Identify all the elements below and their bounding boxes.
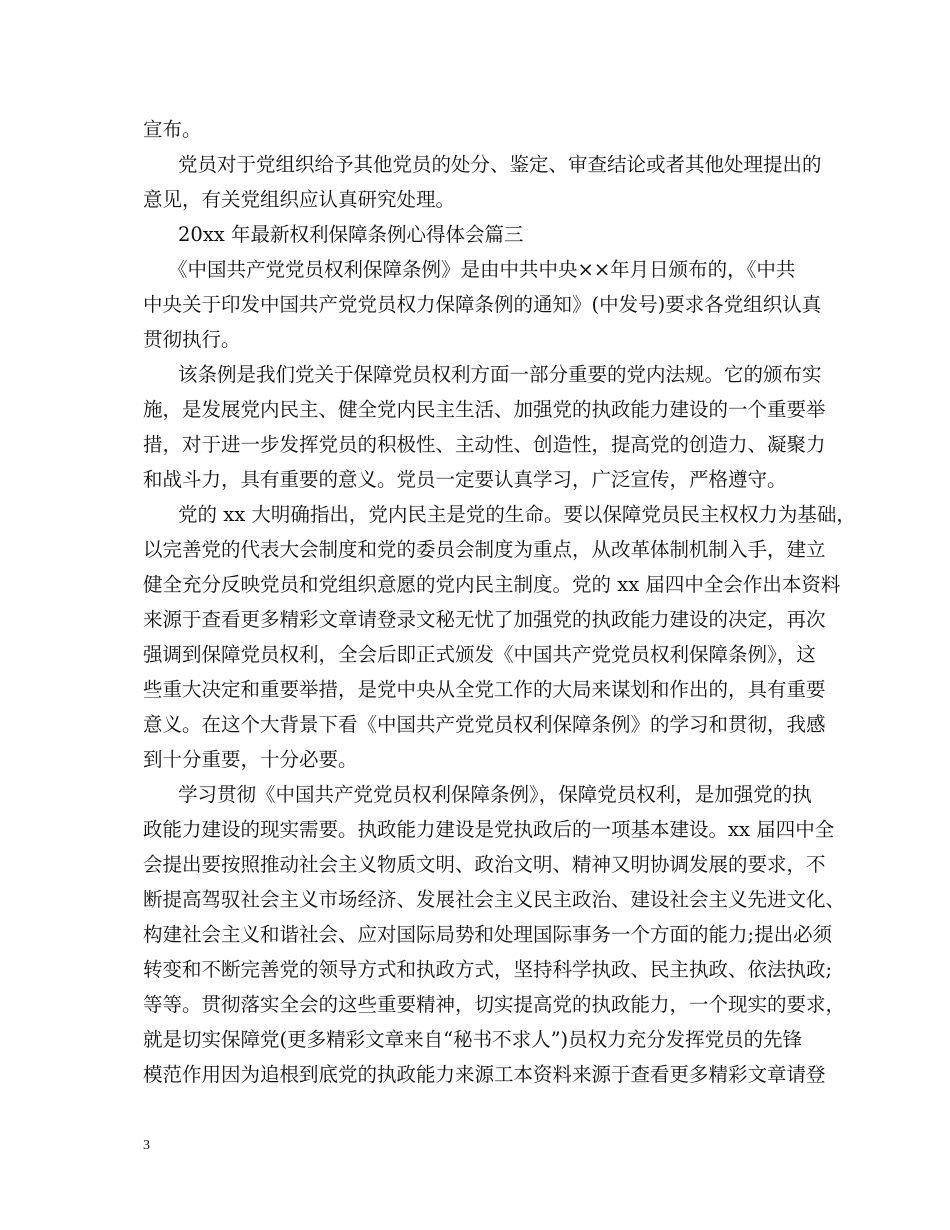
text-line: 宣布。: [143, 118, 202, 141]
text-line: 来源于查看更多精彩文章请登录文秘无忧了加强党的执政能力建设的决定，再次: [143, 608, 826, 631]
text-line: 贯彻执行。: [143, 328, 241, 351]
section-heading: 20xx 年最新权利保障条例心得体会篇三: [178, 223, 524, 246]
text-line: 转变和不断完善党的领导方式和执政方式，坚持科学执政、民主执政、依法执政;: [143, 958, 833, 981]
text-line: 政能力建设的现实需要。执政能力建设是党执政后的一项基本建设。xx 届四中全: [143, 818, 835, 841]
text-line: 措，对于进一步发挥党员的积极性、主动性、创造性，提高党的创造力、凝聚力: [143, 433, 826, 456]
text-line: 学习贯彻《中国共产党党员权利保障条例》，保障党员权利，是加强党的执: [178, 783, 812, 806]
text-line: 《中国共产党党员权利保障条例》是由中共中央××年月日颁布的，《中共: [168, 258, 796, 281]
text-line: 就是切实保障党(更多精彩文章来自“秘书不求人”)员权力充分发挥党员的先锋: [143, 1028, 803, 1051]
text-line: 党的 xx 大明确指出，党内民主是党的生命。要以保障党员民主权权力为基础，: [178, 503, 856, 526]
text-line: 党员对于党组织给予其他党员的处分、鉴定、审查结论或者其他处理提出的: [178, 153, 822, 176]
text-line: 会提出要按照推动社会主义物质文明、政治文明、精神又明协调发展的要求，不: [143, 853, 826, 876]
text-line: 施，是发展党内民主、健全党内民主生活、加强党的执政能力建设的一个重要举: [143, 398, 826, 421]
text-line: 模范作用因为追根到底党的执政能力来源工本资料来源于查看更多精彩文章请登: [143, 1063, 826, 1086]
text-line: 以完善党的代表大会制度和党的委员会制度为重点，从改革体制机制入手，建立: [143, 538, 826, 561]
text-line: 到十分重要，十分必要。: [143, 748, 358, 771]
text-line: 断提高驾驭社会主义市场经济、发展社会主义民主政治、建设社会主义先进文化、: [143, 888, 846, 911]
text-line: 构建社会主义和谐社会、应对国际局势和处理国际事务一个方面的能力;提出必须: [143, 923, 833, 946]
text-line: 等等。贯彻落实全会的这些重要精神，切实提高党的执政能力，一个现实的要求，: [143, 993, 846, 1016]
text-line: 些重大决定和重要举措，是党中央从全党工作的大局来谋划和作出的，具有重要: [143, 678, 826, 701]
text-line: 意义。在这个大背景下看《中国共产党党员权利保障条例》的学习和贯彻，我感: [143, 713, 826, 736]
page-number: 3: [143, 1138, 150, 1153]
text-line: 和战斗力，具有重要的意义。党员一定要认真学习，广泛宣传，严格遵守。: [143, 468, 787, 491]
text-line: 意见，有关党组织应认真研究处理。: [143, 188, 456, 211]
text-line: 中央关于印发中国共产党党员权力保障条例的通知》(中发号)要求各党组织认真: [143, 293, 822, 316]
text-line: 健全充分反映党员和党组织意愿的党内民主制度。党的 xx 届四中全会作出本资料: [143, 573, 841, 596]
text-line: 该条例是我们党关于保障党员权利方面一部分重要的党内法规。它的颁布实: [178, 363, 822, 386]
text-line: 强调到保障党员权利，全会后即正式颁发《中国共产党党员权利保障条例》，这: [143, 643, 816, 666]
